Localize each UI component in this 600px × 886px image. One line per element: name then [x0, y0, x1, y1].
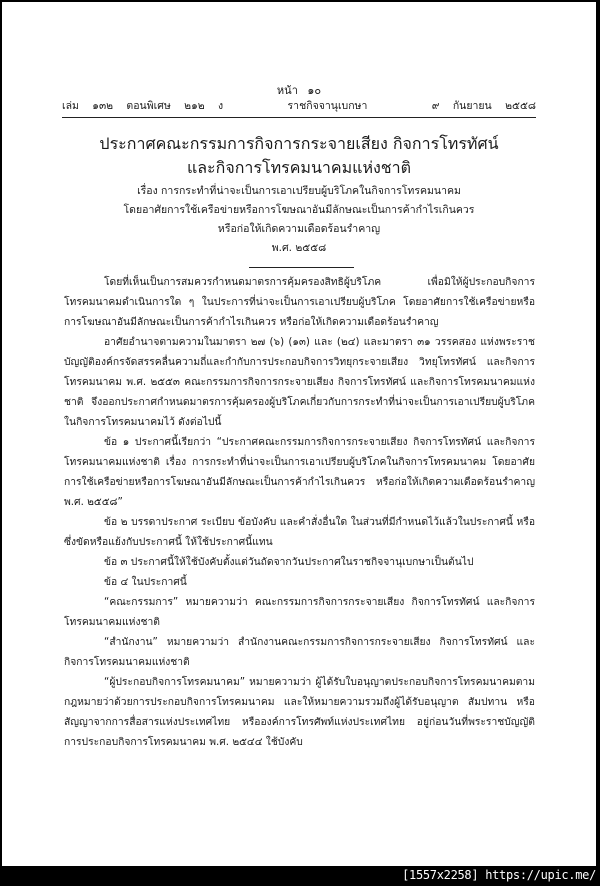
publication-name: ราชกิจจานุเบกษา: [287, 100, 368, 112]
date-day: ๙: [431, 100, 440, 112]
issue-suffix: ง: [218, 100, 224, 112]
clause-1: ข้อ ๑ ประกาศนี้เรียกว่า “ประกาศคณะกรรมการกิจการกระจายเสียง กิจการโทรทัศน์ และกิจการโทรคมนาคมแห่งชาติ เรื่อง การกระทำที่น่าจะเป็นการเอาเปรียบผู้บริโภคในกิจการโทรคมนาคม โดยอาศัยการใช้เครือข่ายหรือการโฆษณาอันมีลักษณะเป็นการค้ากำไรเกินควร หรือก่อให้เกิดความเดือดร้อนรำคาญ พ.ศ. ๒๕๕๘”: [64, 436, 535, 508]
authority-paragraph: อาศัยอำนาจตามความในมาตรา ๒๗ (๖) (๑๓) และ (๒๔) และมาตรา ๓๑ วรรคสอง แห่งพระราชบัญญัติองค์กรจัดสรรคลื่นความถี่และกำกับการประกอบกิจการวิทยุกระจายเสียง วิทยุโทรทัศน์ และกิจการโทรคมนาคม พ.ศ. ๒๕๕๓ คณะกรรมการกิจการกระจายเสียง กิจการโทรทัศน์ และกิจการโทรคมนาคมแห่งชาติ จึงออกประกาศกำหนดมาตรการคุ้มครองผู้บริโภคเกี่ยวกับการกระทำที่น่าจะเป็นการเอาเปรียบผู้บริโภคในกิจการโทรคมนาคมไว้ ดังต่อไปนี้: [64, 336, 535, 428]
issue-number: ๒๑๒: [184, 100, 205, 112]
subject-line-1: เรื่อง การกระทำที่น่าจะเป็นการเอาเปรียบผู้บริโภคในกิจการโทรคมนาคม: [137, 185, 461, 197]
volume-info: [62, 97, 233, 114]
publication-date: [422, 97, 536, 114]
clause-3: ข้อ ๓ ประกาศนี้ให้ใช้บังคับตั้งแต่วันถัดจากวันประกาศในราชกิจจานุเบกษาเป็นต้นไป: [104, 556, 474, 568]
definition-office: “สำนักงาน” หมายความว่า สำนักงานคณะกรรมการกิจการกระจายเสียง กิจการโทรทัศน์ และกิจการโทรคมนาคมแห่งชาติ: [64, 636, 535, 668]
document-page: [2, 2, 596, 866]
volume-number: ๑๓๒: [92, 100, 114, 112]
issue-label: ตอนพิเศษ: [126, 100, 171, 112]
page-number-value: ๑๐: [307, 84, 322, 97]
announcement-title: [62, 132, 536, 180]
image-watermark: [1557x2258] https://upic.me/: [402, 868, 596, 882]
date-year: ๒๕๕๘: [505, 100, 536, 112]
gazette-header: [62, 97, 536, 118]
document-body: [64, 272, 535, 752]
definition-committee: “คณะกรรมการ” หมายความว่า คณะกรรมการกิจการกระจายเสียง กิจการโทรทัศน์ และกิจการโทรคมนาคมแห่งชาติ: [64, 596, 535, 628]
volume-label: เล่ม: [62, 100, 79, 112]
subject-line-2: โดยอาศัยการใช้เครือข่ายหรือการโฆษณาอันมีลักษณะเป็นการค้ากำไรเกินควร: [123, 204, 475, 216]
title-line-1: ประกาศคณะกรรมการกิจการกระจายเสียง กิจการโทรทัศน์: [99, 134, 499, 153]
subject-line-3: หรือก่อให้เกิดความเดือดร้อนรำคาญ: [217, 223, 381, 235]
subject-year: พ.ศ. ๒๕๕๘: [271, 242, 327, 254]
page-label: หน้า: [276, 84, 298, 97]
title-line-2: และกิจการโทรคมนาคมแห่งชาติ: [186, 158, 412, 177]
divider: [249, 267, 354, 268]
announcement-subject: [62, 182, 536, 258]
clause-4: ข้อ ๔ ในประกาศนี้: [104, 576, 187, 588]
date-month: กันยายน: [452, 100, 492, 112]
definition-operator: “ผู้ประกอบกิจการโทรคมนาคม” หมายความว่า ผู้ได้รับใบอนุญาตประกอบกิจการโทรคมนาคมตามกฎหมายว่าด้วยการประกอบกิจการโทรคมนาคม และให้หมายความรวมถึงผู้ได้รับอนุญาต สัมปทาน หรือสัญญาจากการสื่อสารแห่งประเทศไทย หรือองค์การโทรศัพท์แห่งประเทศไทย อยู่ก่อนวันที่พระราชบัญญัติการประกอบกิจการโทรคมนาคม พ.ศ. ๒๕๔๔ ใช้บังคับ: [64, 676, 535, 748]
clause-2: ข้อ ๒ บรรดาประกาศ ระเบียบ ข้อบังคับ และคำสั่งอื่นใด ในส่วนที่มีกำหนดไว้แล้วในประกาศนี้ หรือซึ่งขัดหรือแย้งกับประกาศนี้ ให้ใช้ประกาศนี้แทน: [64, 516, 535, 548]
preamble-paragraph: โดยที่เห็นเป็นการสมควรกำหนดมาตรการคุ้มครองสิทธิผู้บริโภค เพื่อมิให้ผู้ประกอบกิจการโทรคมนาคมดำเนินการใด ๆ ในประการที่น่าจะเป็นการเอาเปรียบผู้บริโภค โดยอาศัยการใช้เครือข่ายหรือการโฆษณาอันมีลักษณะเป็นการค้ากำไรเกินควร หรือก่อให้เกิดความเดือดร้อนรำคาญ: [64, 276, 535, 328]
